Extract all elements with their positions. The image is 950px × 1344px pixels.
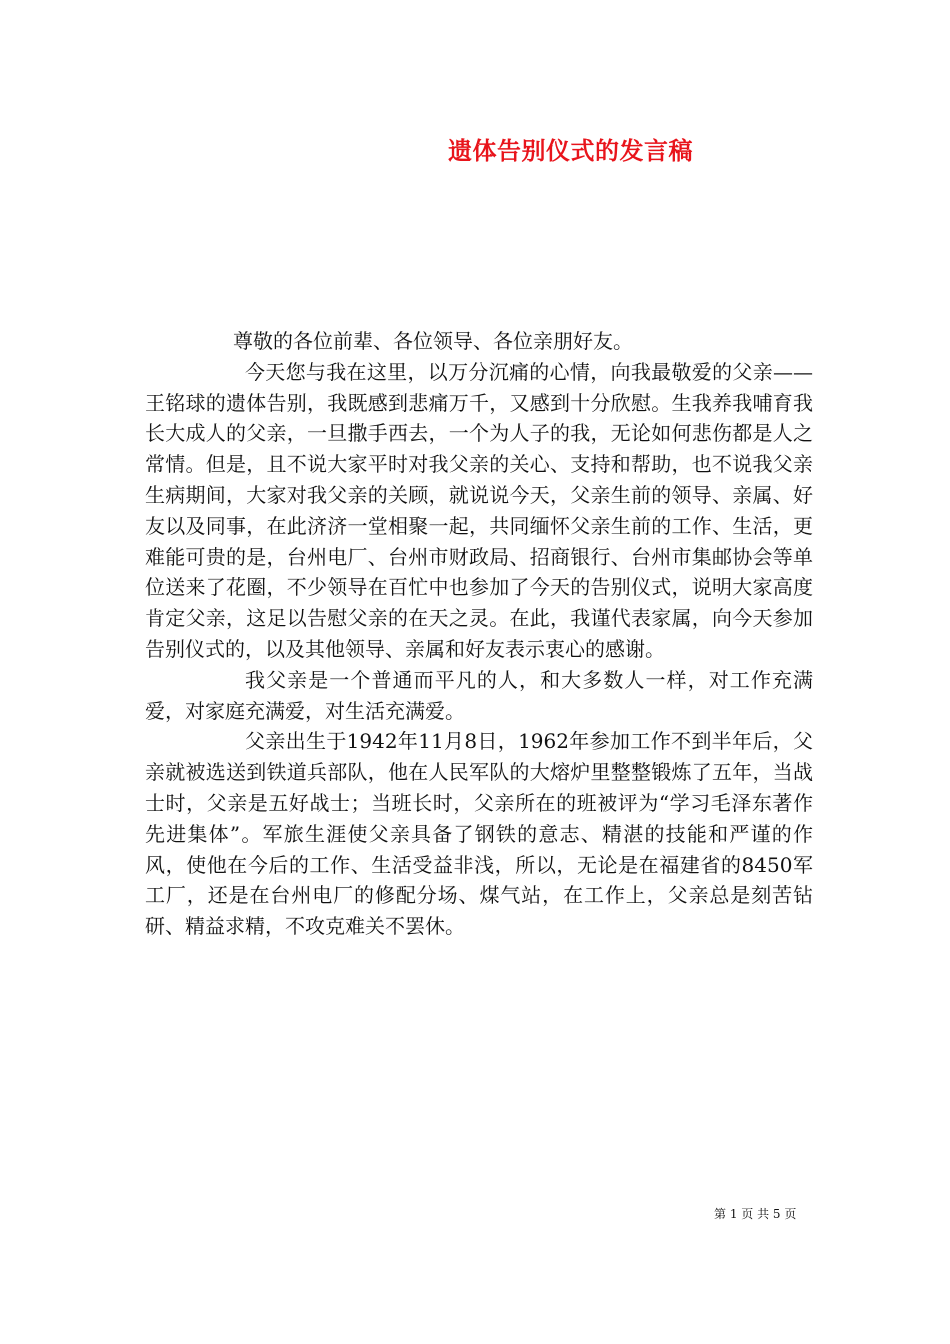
paragraph-ordinary-person: 我父亲是一个普通而平凡的人，和大多数人一样，对工作充满爱，对家庭充满爱，对生活充满爱。: [145, 667, 813, 723]
page-number: 第 1 页 共 5 页: [714, 1207, 797, 1221]
paragraph-opening: 今天您与我在这里，以万分沉痛的心情，向我最敬爱的父亲——王铭球的遗体告别，我既感到悲痛万千，又感到十分欣慰。生我养我哺育我长大成人的父亲，一旦撒手西去，一个为人子的我，无论如何悲伤都是人之常情。但是，且不说大家平时对我父亲的关心、支持和帮助，也不说我父亲生病期间，大家对我父亲的关顾，就说说今天，父亲生前的领导、亲属、好友以及同事，在此济济一堂相聚一起，共同缅怀父亲生前的工作、生活，更难能可贵的是，台州电厂、台州市财政局、招商银行、台州市集邮协会等单位送来了花圈，不少领导在百忙中也参加了今天的告别仪式，说明大家高度肯定父亲，这足以告慰父亲的在天之灵。在此，我谨代表家属，向今天参加告别仪式的，以及其他领导、亲属和好友表示衷心的感谢。: [145, 359, 813, 661]
document-title: 遗体告别仪式的发言稿: [448, 136, 693, 165]
salutation: 尊敬的各位前辈、各位领导、各位亲朋好友。: [233, 329, 633, 353]
paragraph-biography: 父亲出生于1942年11月8日，1962年参加工作不到半年后，父亲就被选送到铁道兵部队，他在人民军队的大熔炉里整整锻炼了五年，当战士时，父亲是五好战士；当班长时，父亲所在的班被评为“学习毛泽东著作先进集体”。军旅生涯使父亲具备了钢铁的意志、精湛的技能和严谨的作风，使他在今后的工作、生活受益非浅，所以，无论是在福建省的8450军工厂，还是在台州电厂的修配分场、煤气站，在工作上，父亲总是刻苦钻研、精益求精，不攻克难关不罢休。: [145, 729, 813, 939]
document-body: [145, 326, 813, 942]
